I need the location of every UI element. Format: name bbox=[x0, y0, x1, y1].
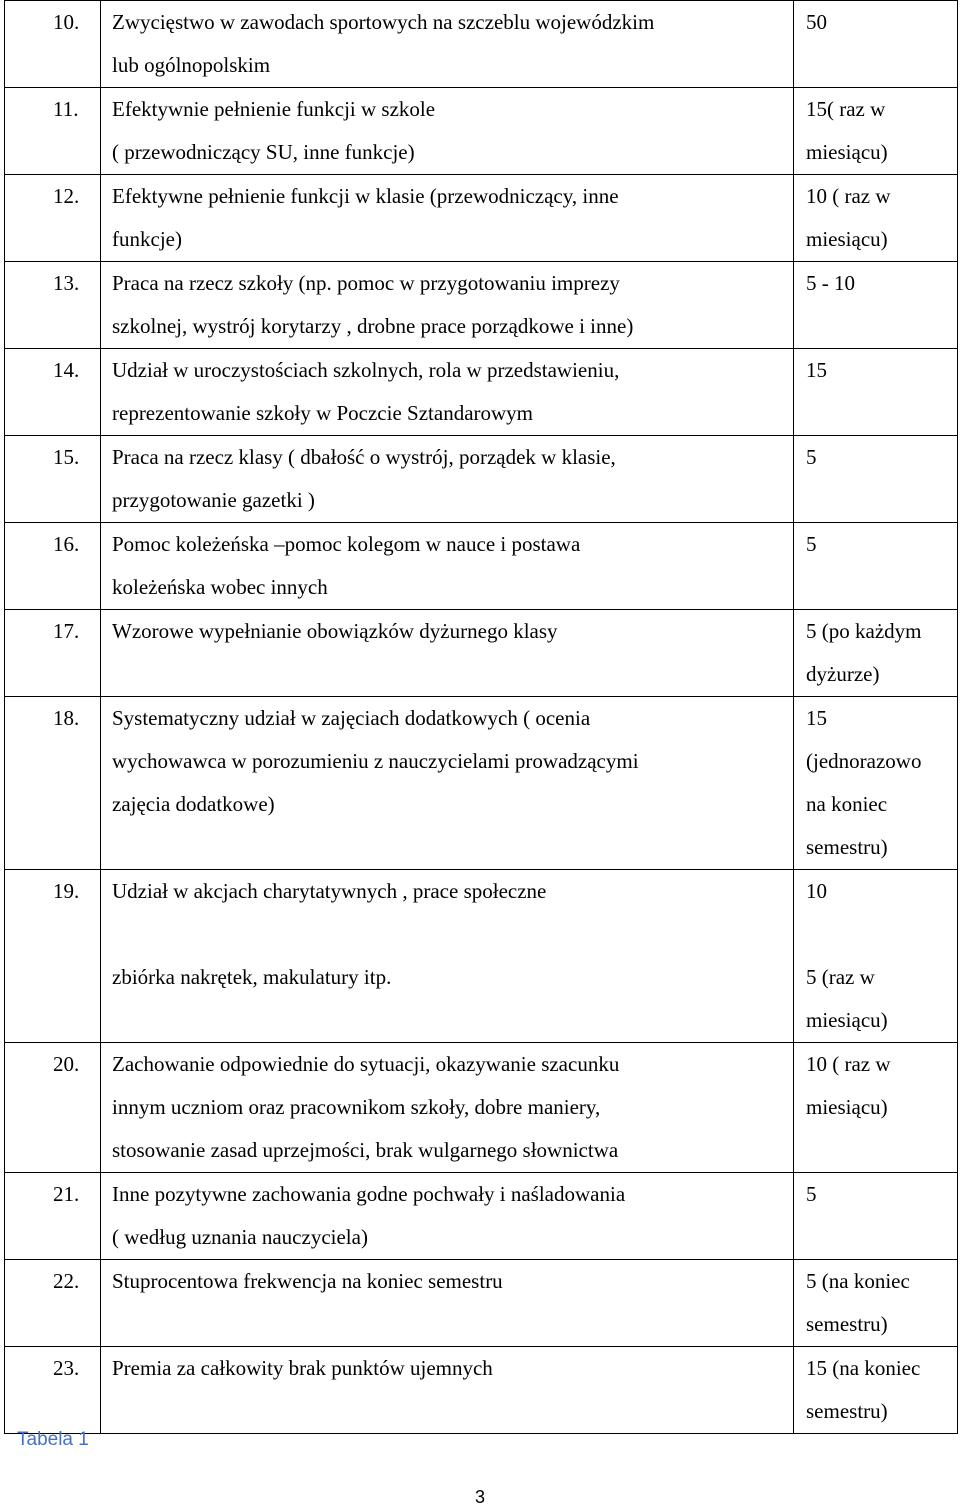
row-points bbox=[794, 523, 958, 610]
row-description-text: Udział w akcjach charytatywnych , prace społeczne bbox=[112, 879, 547, 903]
table-row bbox=[5, 523, 958, 610]
table-row bbox=[5, 1, 958, 88]
row-description-text: Inne pozytywne zachowania godne pochwały i naśladowania ( według uznania nauczyciela) bbox=[112, 1181, 626, 1249]
row-points-text: 10 bbox=[806, 879, 827, 903]
row-points bbox=[794, 1259, 958, 1346]
row-points bbox=[794, 262, 958, 349]
row-description-text: Systematyczny udział w zajęciach dodatkowych ( ocenia wychowawca w porozumieniu z nauczycielami prowadzącymi zajęcia dodatkowe) bbox=[112, 706, 639, 816]
row-number-text: 13. bbox=[53, 271, 80, 295]
table-row bbox=[5, 1042, 958, 1172]
row-points bbox=[794, 610, 958, 697]
row-number bbox=[5, 1346, 101, 1433]
row-description bbox=[101, 697, 794, 870]
row-points-text: 15 bbox=[806, 358, 827, 382]
points-table bbox=[4, 0, 958, 1434]
row-number bbox=[5, 610, 101, 697]
row-description-text: zbiórka nakrętek, makulatury itp. bbox=[112, 964, 392, 989]
row-number-text: 16. bbox=[53, 532, 80, 556]
row-description bbox=[101, 175, 794, 262]
row-description bbox=[101, 1, 794, 88]
row-points-text: 5 (po każdym dyżurze) bbox=[806, 619, 922, 686]
row-points bbox=[794, 1042, 958, 1172]
row-points bbox=[794, 88, 958, 175]
table-row bbox=[5, 1259, 958, 1346]
row-number-text: 18. bbox=[53, 706, 80, 730]
row-description-text: Stuprocentowa frekwencja na koniec semestru bbox=[112, 1268, 503, 1293]
row-description bbox=[101, 870, 794, 956]
row-number-text: 11. bbox=[53, 97, 79, 121]
table-caption: Tabela 1 bbox=[17, 1429, 89, 1450]
table-row bbox=[5, 697, 958, 870]
row-number bbox=[5, 697, 101, 870]
table-row bbox=[5, 1346, 958, 1433]
row-description-text: Udział w uroczystościach szkolnych, rola w przedstawieniu, reprezentowanie szkoły w Poczcie Sztandarowym bbox=[112, 358, 620, 425]
row-number-text: 12. bbox=[53, 184, 80, 208]
row-number-text: 22. bbox=[53, 1268, 80, 1293]
row-points bbox=[794, 1, 958, 88]
row-description bbox=[101, 956, 794, 1043]
row-points-text: 5 (na koniec semestru) bbox=[806, 1268, 910, 1336]
row-points bbox=[794, 1346, 958, 1433]
row-points-text: 50 bbox=[806, 10, 827, 34]
row-description-text: Praca na rzecz klasy ( dbałość o wystrój, porządek w klasie, przygotowanie gazetki ) bbox=[112, 445, 616, 512]
row-number bbox=[5, 523, 101, 610]
row-description bbox=[101, 88, 794, 175]
page-number: 3 bbox=[474, 1487, 485, 1507]
row-description bbox=[101, 523, 794, 610]
row-description-text: Efektywnie pełnienie funkcji w szkole ( przewodniczący SU, inne funkcje) bbox=[112, 97, 436, 164]
row-points-text: 5 bbox=[806, 1181, 817, 1206]
row-number-text: 15. bbox=[53, 445, 80, 469]
table-row bbox=[5, 1172, 958, 1259]
table-row bbox=[5, 88, 958, 175]
row-number bbox=[5, 1172, 101, 1259]
row-number-text: 10. bbox=[53, 10, 80, 34]
row-description-text: Praca na rzecz szkoły (np. pomoc w przygotowaniu imprezy szkolnej, wystrój korytarzy , drobne prace porządkowe i inne) bbox=[112, 271, 634, 338]
row-number-text: 14. bbox=[53, 358, 80, 382]
row-points-text: 15 (na koniec semestru) bbox=[806, 1355, 921, 1423]
row-points-text: 15( raz w miesiącu) bbox=[806, 97, 888, 164]
row-description-text: Pomoc koleżeńska –pomoc kolegom w nauce i postawa koleżeńska wobec innych bbox=[112, 532, 581, 599]
row-description bbox=[101, 1042, 794, 1172]
row-points bbox=[794, 175, 958, 262]
row-points bbox=[794, 1172, 958, 1259]
row-number bbox=[5, 262, 101, 349]
row-description bbox=[101, 610, 794, 697]
row-points-text: 15 (jednorazowo na koniec semestru) bbox=[806, 706, 922, 859]
row-points-text: 5 bbox=[806, 445, 817, 469]
row-points-text: 5 (raz w miesiącu) bbox=[806, 964, 888, 1032]
table-row bbox=[5, 610, 958, 697]
row-number bbox=[5, 870, 101, 956]
row-points bbox=[794, 349, 958, 436]
row-number bbox=[5, 436, 101, 523]
row-number-text: 20. bbox=[53, 1051, 80, 1076]
row-description-text: Efektywne pełnienie funkcji w klasie (przewodniczący, inne funkcje) bbox=[112, 184, 619, 251]
table-row bbox=[5, 870, 958, 956]
row-points-text: 10 ( raz w miesiącu) bbox=[806, 184, 891, 251]
row-number bbox=[5, 1042, 101, 1172]
row-points-text: 5 - 10 bbox=[806, 271, 855, 295]
row-description-text: Zachowanie odpowiednie do sytuacji, okazywanie szacunku innym uczniom oraz pracownikom szkoły, dobre maniery, stosowanie zasad uprzejmości, brak wulgarnego słownictwa bbox=[112, 1051, 620, 1162]
row-number bbox=[5, 88, 101, 175]
table-row bbox=[5, 262, 958, 349]
row-number-text: 21. bbox=[53, 1181, 80, 1206]
table-row bbox=[5, 175, 958, 262]
row-number bbox=[5, 349, 101, 436]
row-points bbox=[794, 697, 958, 870]
table-row bbox=[5, 956, 958, 1043]
table-row bbox=[5, 436, 958, 523]
row-description-text: Zwycięstwo w zawodach sportowych na szczeblu wojewódzkim lub ogólnopolskim bbox=[112, 10, 655, 77]
row-number-text: 19. bbox=[53, 879, 80, 903]
row-number bbox=[5, 175, 101, 262]
row-number-text: 17. bbox=[53, 619, 80, 643]
row-number bbox=[5, 956, 101, 1043]
row-points-text: 10 ( raz w miesiącu) bbox=[806, 1051, 891, 1119]
row-description bbox=[101, 1172, 794, 1259]
row-points bbox=[794, 956, 958, 1043]
row-description-text: Premia za całkowity brak punktów ujemnych bbox=[112, 1355, 493, 1380]
points-table-body bbox=[5, 1, 958, 1434]
row-description bbox=[101, 1346, 794, 1433]
row-description bbox=[101, 436, 794, 523]
row-description-text: Wzorowe wypełnianie obowiązków dyżurnego klasy bbox=[112, 619, 558, 643]
row-number bbox=[5, 1, 101, 88]
table-row bbox=[5, 349, 958, 436]
row-description bbox=[101, 349, 794, 436]
row-number-text: 23. bbox=[53, 1355, 80, 1380]
row-description bbox=[101, 262, 794, 349]
row-points bbox=[794, 436, 958, 523]
row-points-text: 5 bbox=[806, 532, 817, 556]
row-description bbox=[101, 1259, 794, 1346]
row-points bbox=[794, 870, 958, 956]
row-number bbox=[5, 1259, 101, 1346]
